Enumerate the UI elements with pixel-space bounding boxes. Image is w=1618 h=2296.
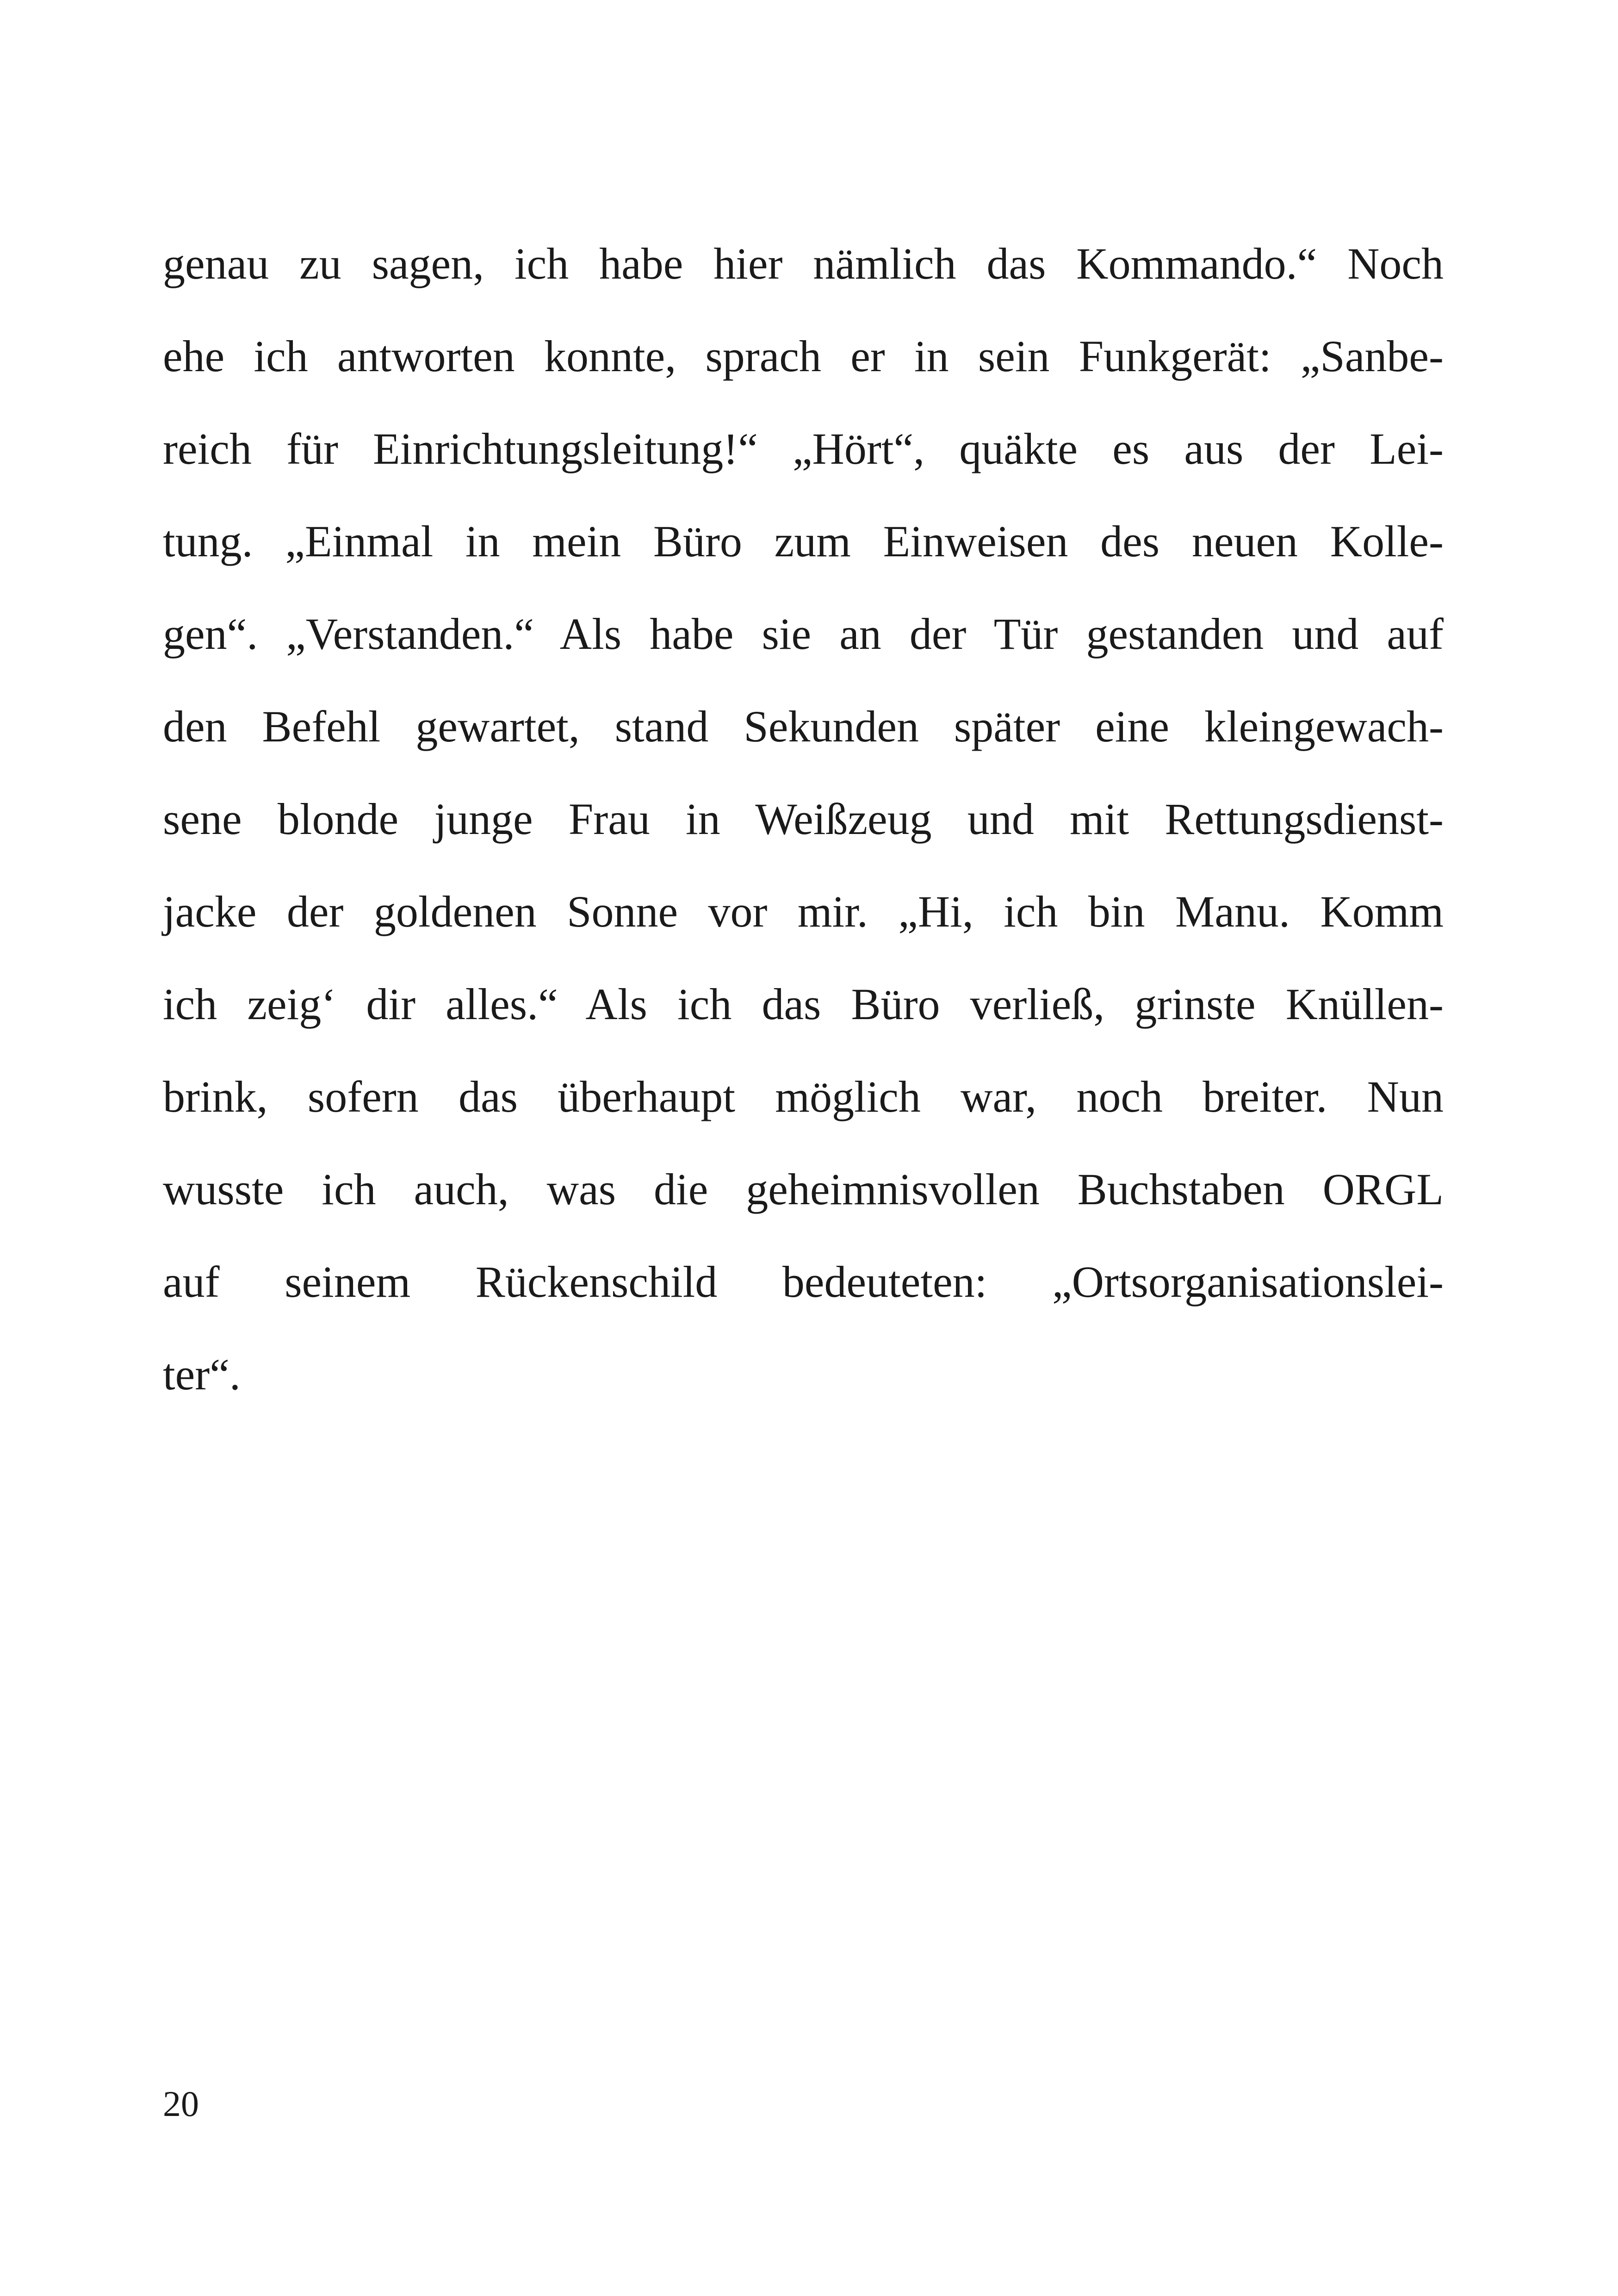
text-line: wusste ich auch, was die geheimnisvollen Buchstaben ORGL [163, 1164, 1444, 1214]
text-line: ich zeig‘ dir alles.“ Als ich das Büro verließ, grinste Knüllen- [163, 979, 1444, 1029]
text-line: auf seinem Rückenschild bedeuteten: „Ortsorganisationslei- [163, 1257, 1444, 1307]
text-line: tung. „Einmal in mein Büro zum Einweisen des neuen Kolle- [163, 516, 1444, 566]
text-line: genau zu sagen, ich habe hier nämlich das Kommando.“ Noch [163, 239, 1444, 288]
text-line: ter“. [163, 1350, 241, 1399]
text-line: brink, sofern das überhaupt möglich war, noch breiter. Nun [163, 1072, 1444, 1121]
text-line: reich für Einrichtungsleitung!“ „Hört“, quäkte es aus der Lei- [163, 424, 1444, 473]
text-line: jacke der goldenen Sonne vor mir. „Hi, ich bin Manu. Komm [163, 887, 1444, 936]
page-number: 20 [163, 2084, 199, 2124]
body-text [163, 218, 1444, 1421]
text-line: den Befehl gewartet, stand Sekunden später eine kleingewach- [163, 702, 1444, 751]
text-line: ehe ich antworten konnte, sprach er in sein Funkgerät: „Sanbe- [163, 331, 1444, 381]
text-line: sene blonde junge Frau in Weißzeug und mit Rettungsdienst- [163, 794, 1444, 844]
text-line: gen“. „Verstanden.“ Als habe sie an der Tür gestanden und auf [163, 609, 1444, 659]
